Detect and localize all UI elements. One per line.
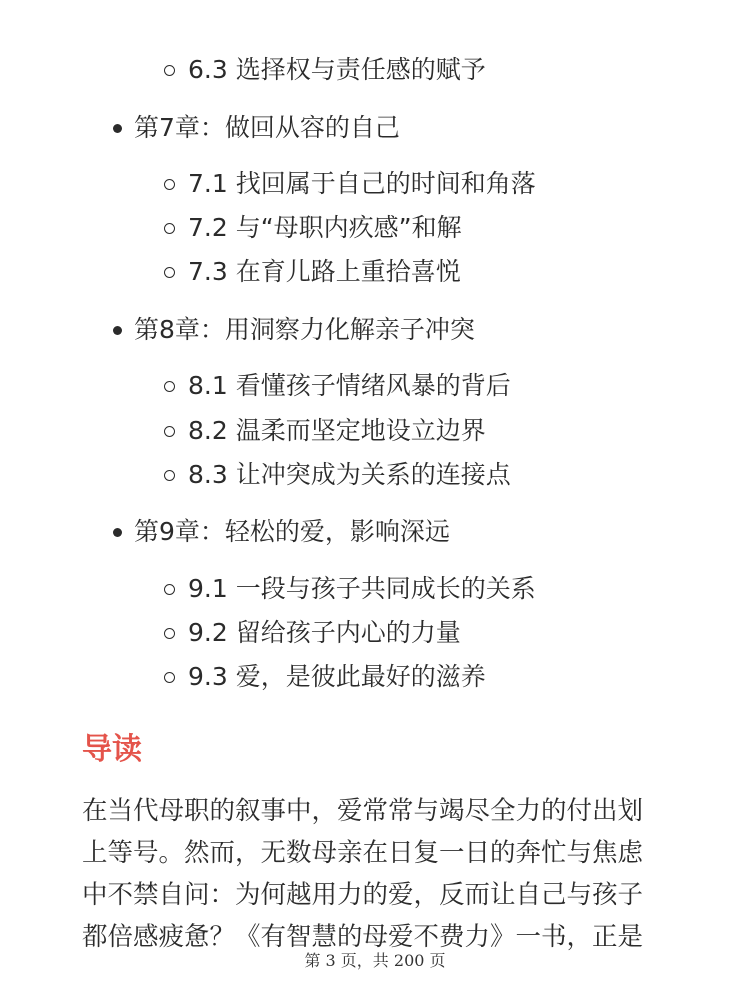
circle-bullet-icon bbox=[164, 267, 175, 278]
paragraph-line: 上等号。然而，无数母亲在日复一日的奔忙与焦虑 bbox=[82, 838, 644, 868]
circle-bullet-icon bbox=[164, 584, 175, 595]
toc-chapter-8[interactable]: 第8章：用洞察力化解亲子冲突 bbox=[134, 315, 475, 344]
toc-subsection-9-3[interactable]: 9.3 爱，是彼此最好的滋养 bbox=[188, 662, 486, 691]
section-heading-intro: 导读 bbox=[82, 732, 142, 767]
toc-subsection-6-3[interactable]: 6.3 选择权与责任感的赋予 bbox=[188, 55, 486, 84]
toc-subsection-9-2[interactable]: 9.2 留给孩子内心的力量 bbox=[188, 618, 461, 647]
intro-paragraph bbox=[82, 790, 672, 958]
paragraph-line: 都倍感疲惫？《有智慧的母爱不费力》一书，正是 bbox=[82, 922, 644, 952]
circle-bullet-icon bbox=[164, 470, 175, 481]
disc-bullet-icon bbox=[113, 528, 122, 537]
disc-bullet-icon bbox=[113, 326, 122, 335]
circle-bullet-icon bbox=[164, 672, 175, 683]
circle-bullet-icon bbox=[164, 628, 175, 639]
paragraph-line: 在当代母职的叙事中，爱常常与竭尽全力的付出划 bbox=[82, 796, 644, 826]
toc-subsection-8-2[interactable]: 8.2 温柔而坚定地设立边界 bbox=[188, 416, 486, 445]
toc-subsection-7-1[interactable]: 7.1 找回属于自己的时间和角落 bbox=[188, 169, 536, 198]
disc-bullet-icon bbox=[113, 124, 122, 133]
toc-subsection-7-3[interactable]: 7.3 在育儿路上重拾喜悦 bbox=[188, 257, 461, 286]
page-footer: 第 3 页，共 200 页 bbox=[304, 951, 446, 970]
circle-bullet-icon bbox=[164, 381, 175, 392]
circle-bullet-icon bbox=[164, 426, 175, 437]
toc-chapter-7[interactable]: 第7章：做回从容的自己 bbox=[134, 113, 400, 142]
circle-bullet-icon bbox=[164, 223, 175, 234]
toc-subsection-8-1[interactable]: 8.1 看懂孩子情绪风暴的背后 bbox=[188, 371, 511, 400]
paragraph-line: 中不禁自问：为何越用力的爱，反而让自己与孩子 bbox=[82, 880, 644, 910]
circle-bullet-icon bbox=[164, 179, 175, 190]
toc-subsection-8-3[interactable]: 8.3 让冲突成为关系的连接点 bbox=[188, 460, 511, 489]
circle-bullet-icon bbox=[164, 65, 175, 76]
toc-subsection-9-1[interactable]: 9.1 一段与孩子共同成长的关系 bbox=[188, 574, 536, 603]
toc-chapter-9[interactable]: 第9章：轻松的爱，影响深远 bbox=[134, 517, 450, 546]
toc-subsection-7-2[interactable]: 7.2 与“母职内疚感”和解 bbox=[188, 213, 462, 242]
